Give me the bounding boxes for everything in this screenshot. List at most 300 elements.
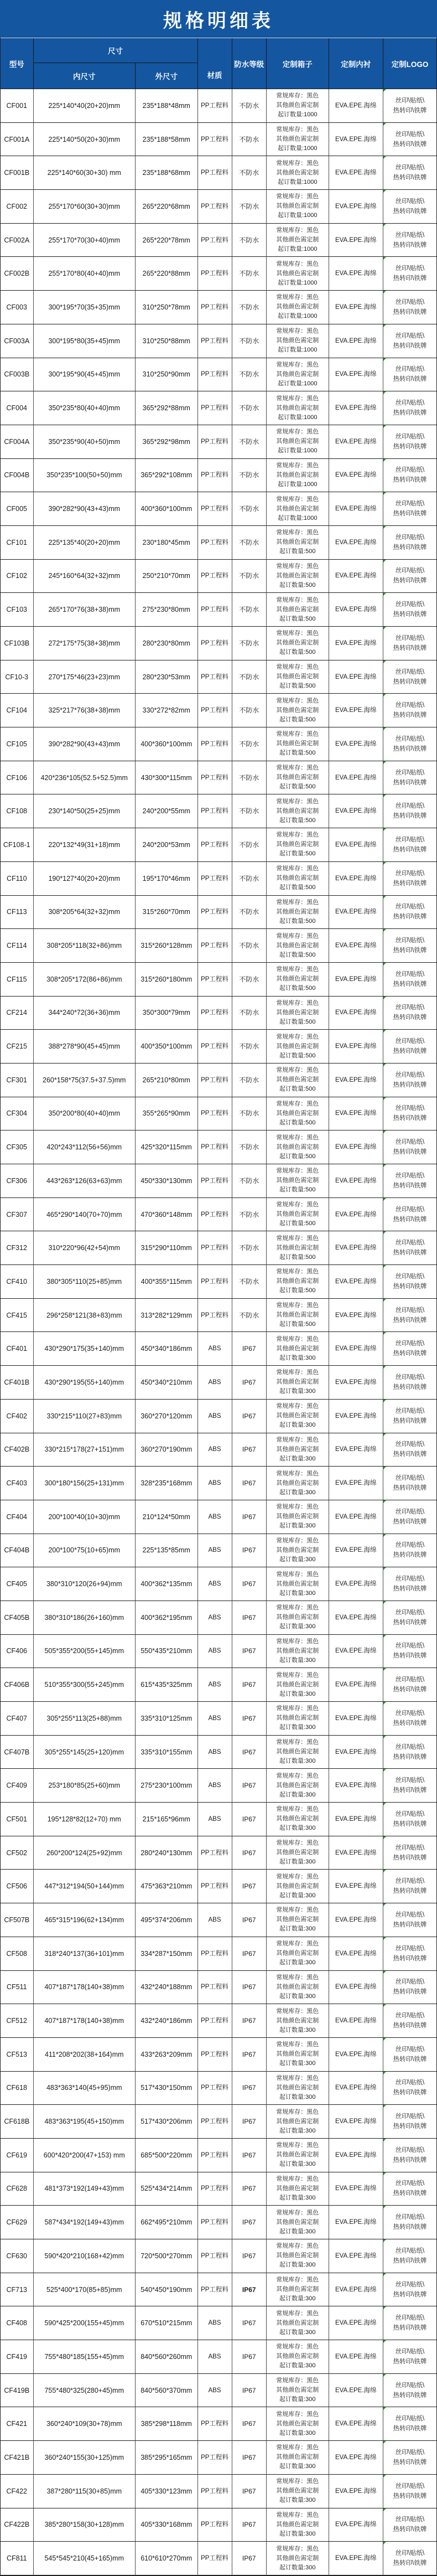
cell-custom-logo	[383, 1668, 436, 1702]
green-corner-marker	[383, 1433, 386, 1436]
cell-waterproof: IP67	[232, 1668, 267, 1702]
custom-box-line2: 其他颜色需定制	[276, 2420, 319, 2427]
custom-box-line1: 常规库存：黑色	[276, 1403, 319, 1410]
cell-custom-liner: EVA.EPE.海绵	[329, 1668, 384, 1702]
cell-inner-size: 525*400*170(85+85)mm	[34, 2273, 136, 2307]
cell-inner-size: 407*187*178(140+38)mm	[34, 1971, 136, 2005]
cell-custom-logo	[383, 828, 436, 862]
custom-box-moq: 起订数量:300	[279, 2262, 316, 2269]
cell-outer-size: 330*272*82mm	[136, 694, 198, 727]
custom-logo-line1: 丝印\贴纸\	[395, 1576, 425, 1583]
custom-logo-line2: 热转印\铁牌	[393, 107, 427, 114]
cell-outer-size: 840*560*370mm	[136, 2374, 198, 2408]
cell-outer-size: 840*560*260mm	[136, 2340, 198, 2374]
custom-logo-line1: 丝印\贴纸\	[395, 1710, 425, 1717]
custom-box-line2: 其他颜色需定制	[276, 1916, 319, 1923]
cell-custom-liner: EVA.EPE.海绵	[329, 2340, 384, 2374]
cell-material: PP工程料	[198, 1299, 232, 1333]
custom-box-line1: 常规库存：黑色	[276, 2243, 319, 2250]
custom-box-line2: 其他颜色需定制	[276, 1312, 319, 1319]
cell-model: CF508	[1, 1937, 34, 1971]
table-row	[1, 1231, 436, 1265]
custom-logo-line1: 丝印\贴纸\	[395, 1307, 425, 1314]
cell-custom-liner: EVA.EPE.海绵	[329, 257, 384, 291]
cell-waterproof: 不防水	[232, 660, 267, 694]
table-row	[1, 2441, 436, 2475]
custom-box-line2: 其他颜色需定制	[276, 1345, 319, 1352]
cell-custom-box	[267, 425, 329, 459]
cell-custom-logo	[383, 1971, 436, 2005]
green-corner-marker	[383, 2542, 386, 2544]
cell-outer-size: 235*188*48mm	[136, 89, 198, 123]
cell-custom-liner: EVA.EPE.海绵	[329, 694, 384, 727]
cell-waterproof: 不防水	[232, 1265, 267, 1299]
custom-logo-line1: 丝印\贴纸\	[395, 601, 425, 608]
cell-custom-liner: EVA.EPE.海绵	[329, 1198, 384, 1232]
custom-box-line1: 常规库存：黑色	[276, 529, 319, 536]
custom-logo-line2: 热转印\铁牌	[393, 376, 427, 383]
cell-custom-liner: EVA.EPE.海绵	[329, 997, 384, 1030]
cell-waterproof: 不防水	[232, 1231, 267, 1265]
cell-waterproof: 不防水	[232, 425, 267, 459]
cell-model: CF406	[1, 1635, 34, 1669]
cell-waterproof: 不防水	[232, 896, 267, 930]
custom-box-line2: 其他颜色需定制	[276, 774, 319, 781]
cell-inner-size: 330*215*110(27+83)mm	[34, 1400, 136, 1433]
custom-box-line2: 其他颜色需定制	[276, 2387, 319, 2394]
custom-box-moq: 起订数量:300	[279, 1992, 316, 2000]
custom-box-moq: 起订数量:500	[279, 581, 316, 588]
cell-custom-box	[267, 1971, 329, 2005]
green-corner-marker	[383, 2004, 386, 2007]
cell-outer-size: 210*124*50mm	[136, 1500, 198, 1534]
green-corner-marker	[383, 2340, 386, 2343]
custom-logo-line2: 热转印\铁牌	[393, 241, 427, 249]
table-row	[1, 1937, 436, 1971]
custom-logo-line2: 热转印\铁牌	[393, 1149, 427, 1156]
table-row	[1, 1400, 436, 1433]
cell-waterproof: 不防水	[232, 929, 267, 963]
cell-inner-size: 420*243*112(56+56)mm	[34, 1130, 136, 1164]
cell-waterproof: IP67	[232, 2139, 267, 2172]
cell-waterproof: IP67	[232, 2441, 267, 2475]
cell-custom-logo	[383, 1198, 436, 1232]
cell-model: CF410	[1, 1265, 34, 1299]
cell-waterproof: IP67	[232, 2475, 267, 2508]
custom-box-line2: 其他颜色需定制	[276, 1244, 319, 1251]
custom-logo-line1: 丝印\贴纸\	[395, 702, 425, 709]
cell-inner-size: 510*355*300(55+245)mm	[34, 1668, 136, 1702]
cell-inner-size: 411*208*202(38+164)mm	[34, 2038, 136, 2072]
cell-model: CF419B	[1, 2374, 34, 2408]
cell-custom-logo	[383, 1937, 436, 1971]
custom-box-line2: 其他颜色需定制	[276, 1513, 319, 1520]
cell-material: PP工程料	[198, 660, 232, 694]
cell-model: CF001B	[1, 156, 34, 190]
header-size: 尺寸	[34, 38, 198, 63]
cell-material: ABS	[198, 2374, 232, 2408]
cell-custom-logo	[383, 2374, 436, 2408]
custom-box-line1: 常规库存：黑色	[276, 596, 319, 603]
cell-model: CF811	[1, 2542, 34, 2575]
custom-box-line1: 常规库存：黑色	[276, 2074, 319, 2082]
custom-logo-line2: 热转印\铁牌	[393, 712, 427, 719]
cell-model: CF628	[1, 2172, 34, 2206]
cell-custom-logo	[383, 2542, 436, 2575]
custom-logo-line2: 热转印\铁牌	[393, 2358, 427, 2365]
custom-box-line2: 其他颜色需定制	[276, 2185, 319, 2192]
cell-custom-liner: EVA.EPE.海绵	[329, 224, 384, 257]
custom-logo-line1: 丝印\贴纸\	[395, 2146, 425, 2154]
green-corner-marker	[383, 2441, 386, 2444]
custom-box-moq: 起订数量:500	[279, 951, 316, 958]
custom-box-moq: 起订数量:300	[279, 2093, 316, 2100]
table-row	[1, 2105, 436, 2139]
cell-material: PP工程料	[198, 1971, 232, 2005]
cell-custom-liner: EVA.EPE.海绵	[329, 1601, 384, 1635]
cell-material: PP工程料	[198, 997, 232, 1030]
custom-box-moq: 起订数量:300	[279, 2161, 316, 2168]
custom-logo-line1: 丝印\贴纸\	[395, 836, 425, 843]
cell-outer-size: 475*363*210mm	[136, 1870, 198, 1903]
custom-box-line2: 其他颜色需定制	[276, 1950, 319, 1957]
custom-logo-line2: 热转印\铁牌	[393, 745, 427, 752]
cell-custom-box	[267, 2172, 329, 2206]
cell-outer-size: 450*340*186mm	[136, 1332, 198, 1366]
custom-box-moq: 起订数量:300	[279, 2530, 316, 2537]
cell-material: PP工程料	[198, 1097, 232, 1131]
cell-custom-logo	[383, 358, 436, 392]
cell-custom-box	[267, 2139, 329, 2172]
cell-custom-box	[267, 1030, 329, 1064]
cell-custom-logo	[383, 2072, 436, 2105]
custom-box-moq: 起订数量:300	[279, 2228, 316, 2235]
green-corner-marker	[383, 2239, 386, 2242]
cell-material: ABS	[198, 1736, 232, 1769]
cell-waterproof: 不防水	[232, 156, 267, 190]
custom-box-line2: 其他颜色需定制	[276, 2218, 319, 2226]
cell-custom-liner: EVA.EPE.海绵	[329, 828, 384, 862]
custom-box-line2: 其他颜色需定制	[276, 337, 319, 344]
table-row	[1, 1534, 436, 1568]
cell-custom-liner: EVA.EPE.海绵	[329, 358, 384, 392]
custom-box-moq: 起订数量:300	[279, 1388, 316, 1395]
custom-box-line1: 常规库存：黑色	[276, 495, 319, 503]
table-row	[1, 627, 436, 660]
cell-custom-box	[267, 1332, 329, 1366]
custom-logo-line1: 丝印\贴纸\	[395, 164, 425, 172]
custom-logo-line2: 热转印\铁牌	[393, 342, 427, 349]
table-row	[1, 2206, 436, 2239]
green-corner-marker	[383, 2306, 386, 2309]
cell-custom-liner: EVA.EPE.海绵	[329, 2206, 384, 2239]
green-corner-marker	[383, 459, 386, 462]
custom-logo-line1: 丝印\贴纸\	[395, 1038, 425, 1045]
cell-waterproof: 不防水	[232, 1030, 267, 1064]
green-corner-marker	[383, 1903, 386, 1906]
custom-box-line1: 常规库存：黑色	[276, 1907, 319, 1914]
green-corner-marker	[383, 1937, 386, 1940]
cell-waterproof: 不防水	[232, 89, 267, 123]
cell-waterproof: 不防水	[232, 560, 267, 593]
custom-logo-line1: 丝印\贴纸\	[395, 131, 425, 138]
custom-box-line1: 常规库存：黑色	[276, 395, 319, 402]
cell-material: ABS	[198, 1803, 232, 1836]
table-row	[1, 2239, 436, 2273]
cell-custom-logo	[383, 1836, 436, 1870]
cell-waterproof: IP67	[232, 1903, 267, 1937]
cell-inner-size: 260*158*75(37.5+37.5)mm	[34, 1064, 136, 1097]
custom-logo-line1: 丝印\贴纸\	[395, 1911, 425, 1918]
cell-waterproof: IP67	[232, 2374, 267, 2408]
cell-outer-size: 610*610*270mm	[136, 2542, 198, 2575]
cell-inner-size: 443*263*126(63+63)mm	[34, 1164, 136, 1198]
custom-box-line2: 其他颜色需定制	[276, 2252, 319, 2259]
custom-box-line1: 常规库存：黑色	[276, 798, 319, 805]
custom-box-line1: 常规库存：黑色	[276, 462, 319, 469]
cell-custom-box	[267, 1534, 329, 1568]
cell-model: CF407	[1, 1702, 34, 1736]
cell-waterproof: IP67	[232, 1467, 267, 1500]
table-row	[1, 1130, 436, 1164]
custom-box-line2: 其他颜色需定制	[276, 2017, 319, 2024]
custom-box-line1: 常规库存：黑色	[276, 1470, 319, 1477]
table-row	[1, 727, 436, 761]
cell-waterproof: 不防水	[232, 123, 267, 157]
custom-box-moq: 起订数量:500	[279, 716, 316, 723]
cell-custom-logo	[383, 1366, 436, 1400]
cell-outer-size: 240*200*55mm	[136, 794, 198, 828]
cell-model: CF103	[1, 593, 34, 627]
cell-custom-box	[267, 190, 329, 224]
cell-model: CF501	[1, 1803, 34, 1836]
cell-custom-liner: EVA.EPE.海绵	[329, 2139, 384, 2172]
cell-custom-box	[267, 1937, 329, 1971]
custom-box-moq: 起订数量:300	[279, 1489, 316, 1496]
cell-waterproof: 不防水	[232, 257, 267, 291]
cell-material: PP工程料	[198, 1231, 232, 1265]
cell-model: CF421	[1, 2407, 34, 2441]
cell-model: CF106	[1, 761, 34, 795]
cell-custom-logo	[383, 1736, 436, 1769]
table-row	[1, 560, 436, 593]
cell-custom-logo	[383, 1299, 436, 1333]
custom-box-line1: 常规库存：黑色	[276, 1504, 319, 1511]
cell-model: CF422	[1, 2475, 34, 2508]
custom-box-line2: 其他颜色需定制	[276, 303, 319, 311]
custom-logo-line1: 丝印\贴纸\	[395, 2382, 425, 2389]
cell-outer-size: 450*340*210mm	[136, 1366, 198, 1400]
cell-custom-liner: EVA.EPE.海绵	[329, 727, 384, 761]
custom-box-line1: 常规库存：黑色	[276, 1974, 319, 1981]
cell-custom-logo	[383, 1635, 436, 1669]
cell-model: CF406B	[1, 1668, 34, 1702]
cell-material: PP工程料	[198, 2072, 232, 2105]
cell-model: CF618B	[1, 2105, 34, 2139]
cell-inner-size: 308*205*118(32+86)mm	[34, 929, 136, 963]
custom-logo-line1: 丝印\贴纸\	[395, 1374, 425, 1381]
cell-custom-logo	[383, 727, 436, 761]
custom-box-line2: 其他颜色需定制	[276, 740, 319, 747]
cell-inner-size: 308*205*64(32+32)mm	[34, 896, 136, 930]
custom-box-line2: 其他颜色需定制	[276, 505, 319, 512]
cell-outer-size: 400*362*195mm	[136, 1601, 198, 1635]
green-corner-marker	[383, 1534, 386, 1537]
cell-custom-logo	[383, 627, 436, 660]
custom-box-moq: 起订数量:300	[279, 2194, 316, 2201]
header-inner-size: 内尺寸	[34, 63, 136, 89]
cell-custom-liner: EVA.EPE.海绵	[329, 1803, 384, 1836]
cell-custom-liner: EVA.EPE.海绵	[329, 1702, 384, 1736]
cell-waterproof: 不防水	[232, 1064, 267, 1097]
cell-custom-logo	[383, 593, 436, 627]
custom-box-line2: 其他颜色需定制	[276, 942, 319, 949]
cell-custom-liner: EVA.EPE.海绵	[329, 1903, 384, 1937]
cell-material: PP工程料	[198, 1130, 232, 1164]
cell-custom-box	[267, 2374, 329, 2408]
green-corner-marker	[383, 929, 386, 932]
green-corner-marker	[383, 2475, 386, 2477]
cell-material: PP工程料	[198, 2172, 232, 2206]
custom-logo-line2: 热转印\铁牌	[393, 2089, 427, 2097]
cell-model: CF618	[1, 2072, 34, 2105]
custom-box-line1: 常规库存：黑色	[276, 1168, 319, 1175]
cell-outer-size: 385*295*165mm	[136, 2441, 198, 2475]
custom-box-line2: 其他颜色需定制	[276, 1109, 319, 1117]
cell-model: CF004B	[1, 459, 34, 493]
cell-inner-size: 600*420*200(47+153) mm	[34, 2139, 136, 2172]
cell-material: ABS	[198, 1567, 232, 1601]
cell-inner-size: 481*373*192(149+43)mm	[34, 2172, 136, 2206]
custom-logo-line1: 丝印\贴纸\	[395, 433, 425, 440]
green-corner-marker	[383, 89, 386, 92]
cell-inner-size: 590*420*210(168+42)mm	[34, 2239, 136, 2273]
custom-box-line2: 其他颜色需定制	[276, 136, 319, 143]
custom-logo-line1: 丝印\贴纸\	[395, 1139, 425, 1146]
custom-box-line2: 其他颜色需定制	[276, 1412, 319, 1419]
cell-waterproof: IP67	[232, 2072, 267, 2105]
cell-custom-box	[267, 828, 329, 862]
cell-custom-logo	[383, 425, 436, 459]
cell-waterproof: 不防水	[232, 324, 267, 358]
custom-logo-line2: 热转印\铁牌	[393, 1048, 427, 1055]
cell-waterproof: IP67	[232, 1803, 267, 1836]
cell-model: CF115	[1, 963, 34, 997]
cell-waterproof: 不防水	[232, 358, 267, 392]
cell-custom-logo	[383, 1164, 436, 1198]
cell-custom-box	[267, 257, 329, 291]
cell-custom-liner: EVA.EPE.海绵	[329, 2441, 384, 2475]
custom-box-moq: 起订数量:300	[279, 2429, 316, 2436]
cell-inner-size: 465*315*196(62+134)mm	[34, 1903, 136, 1937]
custom-logo-line1: 丝印\贴纸\	[395, 467, 425, 474]
cell-custom-box	[267, 2105, 329, 2139]
green-corner-marker	[383, 156, 386, 159]
header-custom-logo: 定制LOGO	[383, 38, 436, 89]
cell-custom-logo	[383, 324, 436, 358]
cell-outer-size: 240*200*53mm	[136, 828, 198, 862]
cell-custom-liner: EVA.EPE.海绵	[329, 2374, 384, 2408]
cell-inner-size: 225*140*60(30+30) mm	[34, 156, 136, 190]
custom-logo-line1: 丝印\贴纸\	[395, 2516, 425, 2523]
custom-box-line1: 常规库存：黑色	[276, 932, 319, 939]
custom-box-line2: 其他颜色需定制	[276, 908, 319, 915]
custom-logo-line2: 热转印\铁牌	[393, 1518, 427, 1525]
custom-box-line2: 其他颜色需定制	[276, 1614, 319, 1621]
cell-model: CF101	[1, 526, 34, 560]
cell-waterproof: 不防水	[232, 391, 267, 425]
cell-custom-box	[267, 123, 329, 157]
green-corner-marker	[383, 1164, 386, 1167]
cell-model: CF305	[1, 1130, 34, 1164]
cell-inner-size: 407*187*178(140+38)mm	[34, 2004, 136, 2038]
cell-custom-box	[267, 1635, 329, 1669]
cell-model: CF002B	[1, 257, 34, 291]
custom-logo-line2: 热转印\铁牌	[393, 208, 427, 215]
custom-logo-line1: 丝印\贴纸\	[395, 534, 425, 541]
cell-waterproof: IP67	[232, 1500, 267, 1534]
cell-model: CF630	[1, 2239, 34, 2273]
custom-box-line1: 常规库存：黑色	[276, 1537, 319, 1544]
custom-box-moq: 起订数量:500	[279, 884, 316, 891]
cell-material: PP工程料	[198, 89, 232, 123]
cell-outer-size: 350*300*79mm	[136, 997, 198, 1030]
custom-logo-line2: 热转印\铁牌	[393, 544, 427, 551]
cell-model: CF108	[1, 794, 34, 828]
cell-waterproof: 不防水	[232, 224, 267, 257]
green-corner-marker	[383, 1635, 386, 1638]
cell-custom-liner: EVA.EPE.海绵	[329, 1064, 384, 1097]
cell-inner-size: 300*195*90(45+45)mm	[34, 358, 136, 392]
cell-custom-liner: EVA.EPE.海绵	[329, 1231, 384, 1265]
custom-box-line1: 常规库存：黑色	[276, 1705, 319, 1712]
cell-waterproof: 不防水	[232, 694, 267, 727]
cell-custom-logo	[383, 929, 436, 963]
cell-model: CF419	[1, 2340, 34, 2374]
cell-material: PP工程料	[198, 794, 232, 828]
cell-custom-liner: EVA.EPE.海绵	[329, 2105, 384, 2139]
custom-box-line1: 常规库存：黑色	[276, 1369, 319, 1376]
custom-box-moq: 起订数量:500	[279, 1186, 316, 1194]
table-row	[1, 794, 436, 828]
cell-outer-size: 235*188*68mm	[136, 156, 198, 190]
cell-custom-box	[267, 89, 329, 123]
cell-outer-size: 432*240*186mm	[136, 2004, 198, 2038]
custom-logo-line1: 丝印\贴纸\	[395, 2079, 425, 2087]
custom-logo-line1: 丝印\贴纸\	[395, 1844, 425, 1851]
custom-box-line1: 常规库存：黑色	[276, 2175, 319, 2182]
custom-logo-line1: 丝印\贴纸\	[395, 567, 425, 575]
custom-logo-line1: 丝印\贴纸\	[395, 2247, 425, 2254]
cell-custom-logo	[383, 1534, 436, 1568]
custom-logo-line1: 丝印\贴纸\	[395, 265, 425, 272]
custom-box-line2: 其他颜色需定制	[276, 975, 319, 983]
cell-waterproof: IP67	[232, 1332, 267, 1366]
cell-model: CF312	[1, 1231, 34, 1265]
cell-material: PP工程料	[198, 727, 232, 761]
cell-custom-box	[267, 2542, 329, 2575]
green-corner-marker	[383, 828, 386, 831]
table-row	[1, 2139, 436, 2172]
cell-waterproof: IP67	[232, 2206, 267, 2239]
header-custom-liner: 定制内衬	[329, 38, 384, 89]
cell-custom-logo	[383, 1769, 436, 1803]
green-corner-marker	[383, 2374, 386, 2377]
cell-custom-box	[267, 391, 329, 425]
custom-logo-line1: 丝印\贴纸\	[395, 2180, 425, 2187]
cell-custom-liner: EVA.EPE.海绵	[329, 1467, 384, 1500]
cell-inner-size: 220*132*49(31+18)mm	[34, 828, 136, 862]
